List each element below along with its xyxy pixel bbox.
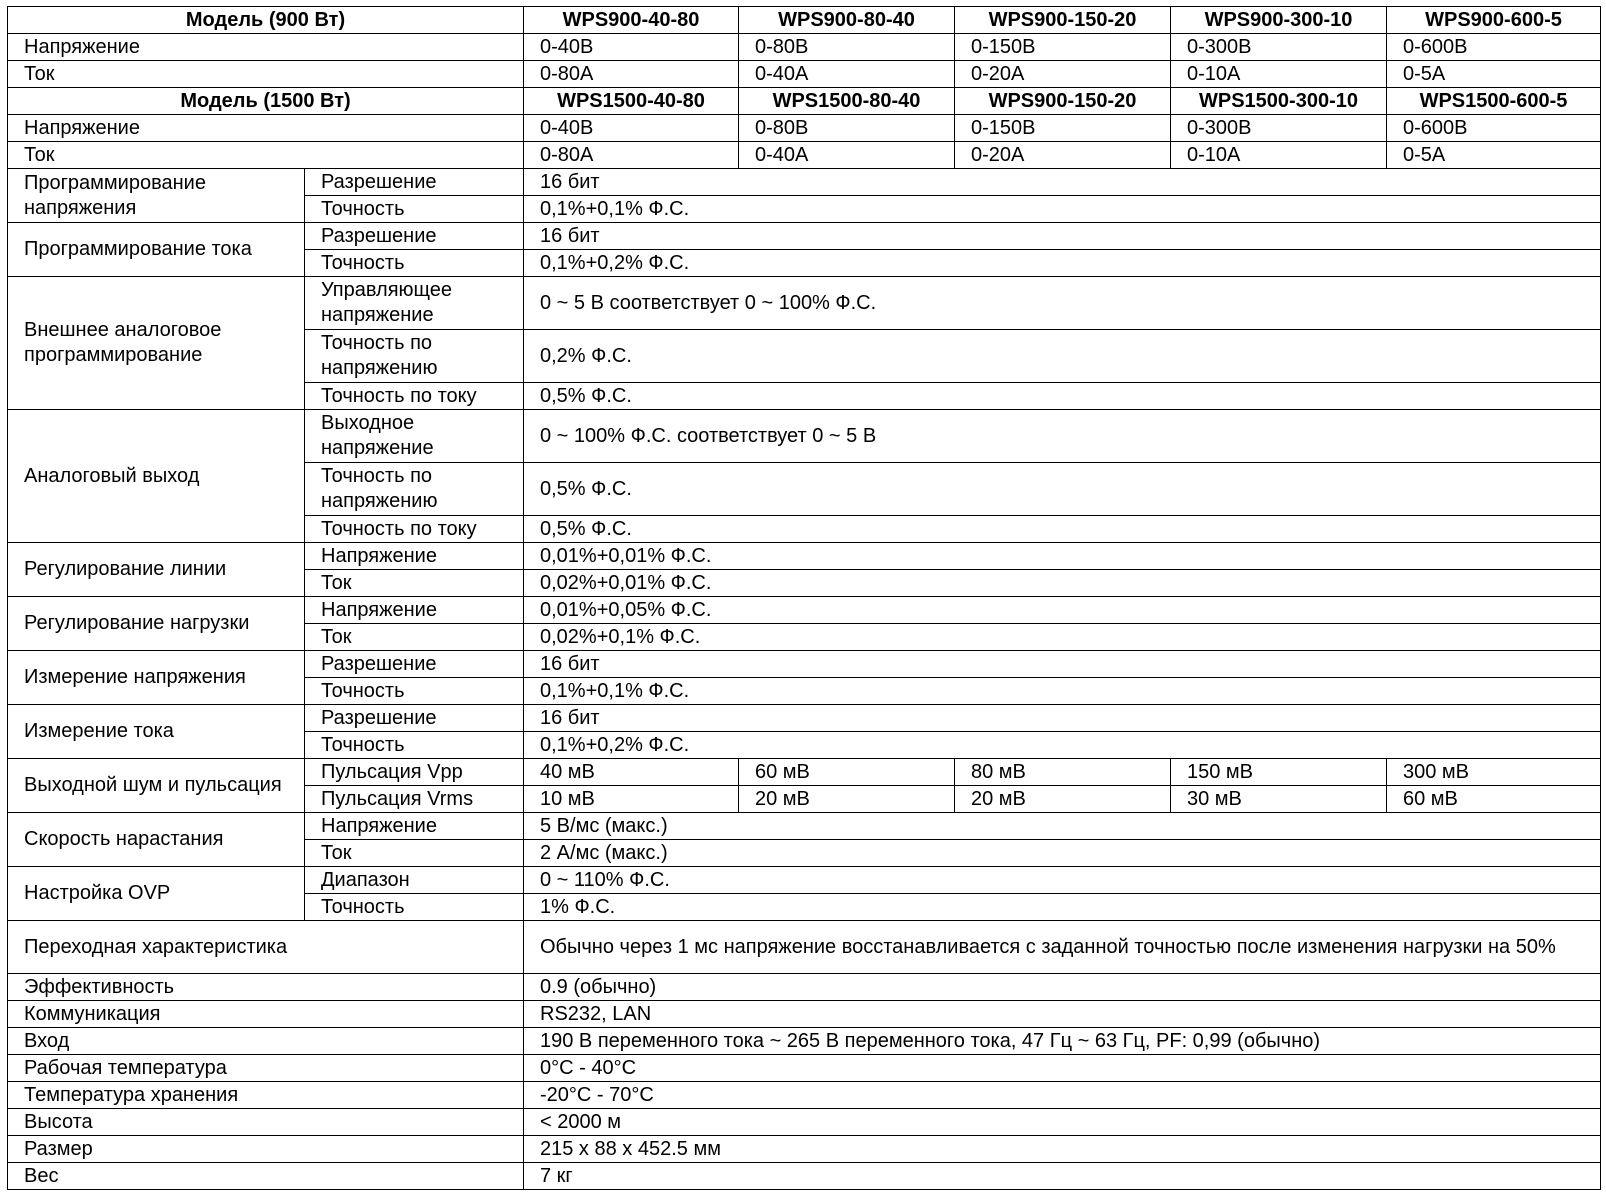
param-label: Разрешение	[305, 169, 524, 196]
section-label: Регулирование нагрузки	[8, 597, 305, 651]
current-value: 0-20А	[955, 142, 1171, 169]
param-label: Напряжение	[305, 813, 524, 840]
param-label: Точность по напряжению	[305, 330, 524, 383]
efficiency-row	[8, 974, 1601, 1001]
dimensions-row	[8, 1136, 1601, 1163]
row-label: Ток	[8, 61, 524, 88]
param-label: Выходное напряжение	[305, 410, 524, 463]
current-value: 0-5А	[1387, 142, 1601, 169]
ripple-value: 80 мВ	[955, 759, 1171, 786]
param-value: 0,5% Ф.С.	[524, 516, 1601, 543]
voltage-value: 0-150В	[955, 34, 1171, 61]
line-regulation-row	[8, 543, 1601, 570]
param-label: Напряжение	[305, 597, 524, 624]
model-1500-current-row	[8, 142, 1601, 169]
row-label: Напряжение	[8, 115, 524, 142]
param-value: 0,1%+0,2% Ф.С.	[524, 250, 1601, 277]
voltage-value: 0-600В	[1387, 115, 1601, 142]
param-value: 0,02%+0,1% Ф.С.	[524, 624, 1601, 651]
section-label: Скорость нарастания	[8, 813, 305, 867]
ripple-value: 60 мВ	[1387, 786, 1601, 813]
param-value: 0,2% Ф.С.	[524, 330, 1601, 383]
ripple-value: 20 мВ	[955, 786, 1171, 813]
spec-label: Высота	[8, 1109, 524, 1136]
current-value: 0-5А	[1387, 61, 1601, 88]
analog-output-row	[8, 410, 1601, 463]
param-value: 0,01%+0,05% Ф.С.	[524, 597, 1601, 624]
model-1500-name: WPS1500-300-10	[1171, 88, 1387, 115]
voltage-value: 0-40В	[524, 34, 739, 61]
section-label: Выходной шум и пульсация	[8, 759, 305, 813]
spec-value: -20°C - 70°C	[524, 1082, 1601, 1109]
param-label: Точность	[305, 196, 524, 223]
model-900-name: WPS900-600-5	[1387, 7, 1601, 34]
transient-response-row	[8, 921, 1601, 974]
current-value: 0-10А	[1171, 61, 1387, 88]
spec-value: 190 В переменного тока ~ 265 В переменного тока, 47 Гц ~ 63 Гц, PF: 0,99 (обычно)	[524, 1028, 1601, 1055]
voltage-value: 0-300В	[1171, 34, 1387, 61]
spec-label: Вход	[8, 1028, 524, 1055]
param-label: Точность по току	[305, 516, 524, 543]
ripple-value: 30 мВ	[1171, 786, 1387, 813]
param-value: 0,01%+0,01% Ф.С.	[524, 543, 1601, 570]
ripple-value: 150 мВ	[1171, 759, 1387, 786]
altitude-row	[8, 1109, 1601, 1136]
specifications-table	[7, 6, 1601, 1190]
param-label: Разрешение	[305, 705, 524, 732]
spec-sheet	[7, 6, 1600, 1198]
spec-value: 215 x 88 x 452.5 мм	[524, 1136, 1601, 1163]
model-900-voltage-row	[8, 34, 1601, 61]
spec-value: 7 кг	[524, 1163, 1601, 1190]
param-value: 0 ~ 110% Ф.С.	[524, 867, 1601, 894]
model-1500-name: WPS900-150-20	[955, 88, 1171, 115]
spec-value: < 2000 м	[524, 1109, 1601, 1136]
current-value: 0-80А	[524, 142, 739, 169]
param-label: Точность	[305, 250, 524, 277]
spec-value: 0°C - 40°C	[524, 1055, 1601, 1082]
section-label: Регулирование линии	[8, 543, 305, 597]
ripple-value: 10 мВ	[524, 786, 739, 813]
model-900-name: WPS900-300-10	[1171, 7, 1387, 34]
param-value: 0,5% Ф.С.	[524, 383, 1601, 410]
current-measurement-row	[8, 705, 1601, 732]
param-label: Напряжение	[305, 543, 524, 570]
row-label: Напряжение	[8, 34, 524, 61]
load-regulation-row	[8, 597, 1601, 624]
row-label: Ток	[8, 142, 524, 169]
ripple-value: 60 мВ	[739, 759, 955, 786]
spec-label: Температура хранения	[8, 1082, 524, 1109]
storage-temperature-row	[8, 1082, 1601, 1109]
section-label: Программирование тока	[8, 223, 305, 277]
current-value: 0-40А	[739, 61, 955, 88]
param-label: Ток	[305, 624, 524, 651]
param-label: Пульсация Vrms	[305, 786, 524, 813]
param-value: 16 бит	[524, 651, 1601, 678]
spec-label: Вес	[8, 1163, 524, 1190]
voltage-programming-row	[8, 169, 1601, 196]
param-label: Пульсация Vpp	[305, 759, 524, 786]
voltage-value: 0-300В	[1171, 115, 1387, 142]
voltage-value: 0-40В	[524, 115, 739, 142]
model-1500-name: WPS1500-80-40	[739, 88, 955, 115]
spec-value: Обычно через 1 мс напряжение восстанавливается с заданной точностью после изменения нагрузки на 50%	[524, 921, 1601, 974]
param-value: 0,02%+0,01% Ф.С.	[524, 570, 1601, 597]
model-1500-name: WPS1500-40-80	[524, 88, 739, 115]
ovp-row	[8, 867, 1601, 894]
spec-label: Эффективность	[8, 974, 524, 1001]
current-value: 0-80А	[524, 61, 739, 88]
spec-label: Коммуникация	[8, 1001, 524, 1028]
param-value: 16 бит	[524, 169, 1601, 196]
spec-value: 0.9 (обычно)	[524, 974, 1601, 1001]
spec-value: RS232, LAN	[524, 1001, 1601, 1028]
voltage-value: 0-150В	[955, 115, 1171, 142]
noise-ripple-row	[8, 759, 1601, 786]
param-label: Разрешение	[305, 223, 524, 250]
model-1500-name: WPS1500-600-5	[1387, 88, 1601, 115]
param-label: Точность по напряжению	[305, 463, 524, 516]
param-value: 0 ~ 5 В соответствует 0 ~ 100% Ф.С.	[524, 277, 1601, 330]
ripple-value: 40 мВ	[524, 759, 739, 786]
param-value: 0,1%+0,1% Ф.С.	[524, 196, 1601, 223]
voltage-value: 0-600В	[1387, 34, 1601, 61]
param-value: 5 В/мс (макс.)	[524, 813, 1601, 840]
voltage-value: 0-80В	[739, 115, 955, 142]
operating-temperature-row	[8, 1055, 1601, 1082]
model-900-name: WPS900-150-20	[955, 7, 1171, 34]
spec-label: Размер	[8, 1136, 524, 1163]
model-900-current-row	[8, 61, 1601, 88]
param-value: 1% Ф.С.	[524, 894, 1601, 921]
input-row	[8, 1028, 1601, 1055]
param-label: Точность	[305, 732, 524, 759]
param-label: Ток	[305, 840, 524, 867]
param-label: Точность	[305, 678, 524, 705]
ripple-value: 300 мВ	[1387, 759, 1601, 786]
weight-row	[8, 1163, 1601, 1190]
param-value: 0 ~ 100% Ф.С. соответствует 0 ~ 5 В	[524, 410, 1601, 463]
param-label: Управляющее напряжение	[305, 277, 524, 330]
model-900-title: Модель (900 Вт)	[8, 7, 524, 34]
param-label: Разрешение	[305, 651, 524, 678]
section-label: Внешнее аналоговое программирование	[8, 277, 305, 410]
param-label: Ток	[305, 570, 524, 597]
model-1500-title: Модель (1500 Вт)	[8, 88, 524, 115]
current-value: 0-40А	[739, 142, 955, 169]
param-value: 0,1%+0,1% Ф.С.	[524, 678, 1601, 705]
current-programming-row	[8, 223, 1601, 250]
slew-rate-row	[8, 813, 1601, 840]
ripple-value: 20 мВ	[739, 786, 955, 813]
model-900-header-row	[8, 7, 1601, 34]
section-label: Настройка OVP	[8, 867, 305, 921]
current-value: 0-20А	[955, 61, 1171, 88]
model-1500-voltage-row	[8, 115, 1601, 142]
section-label: Измерение напряжения	[8, 651, 305, 705]
communication-row	[8, 1001, 1601, 1028]
param-label: Диапазон	[305, 867, 524, 894]
spec-label: Переходная характеристика	[8, 921, 524, 974]
section-label: Программирование напряжения	[8, 169, 305, 223]
section-label: Измерение тока	[8, 705, 305, 759]
current-value: 0-10А	[1171, 142, 1387, 169]
model-900-name: WPS900-80-40	[739, 7, 955, 34]
param-value: 0,5% Ф.С.	[524, 463, 1601, 516]
section-label: Аналоговый выход	[8, 410, 305, 543]
voltage-value: 0-80В	[739, 34, 955, 61]
param-label: Точность	[305, 894, 524, 921]
param-value: 0,1%+0,2% Ф.С.	[524, 732, 1601, 759]
spec-label: Рабочая температура	[8, 1055, 524, 1082]
ext-analog-programming-row	[8, 277, 1601, 330]
param-value: 16 бит	[524, 705, 1601, 732]
param-value: 2 А/мс (макс.)	[524, 840, 1601, 867]
voltage-measurement-row	[8, 651, 1601, 678]
param-label: Точность по току	[305, 383, 524, 410]
model-900-name: WPS900-40-80	[524, 7, 739, 34]
param-value: 16 бит	[524, 223, 1601, 250]
model-1500-header-row	[8, 88, 1601, 115]
